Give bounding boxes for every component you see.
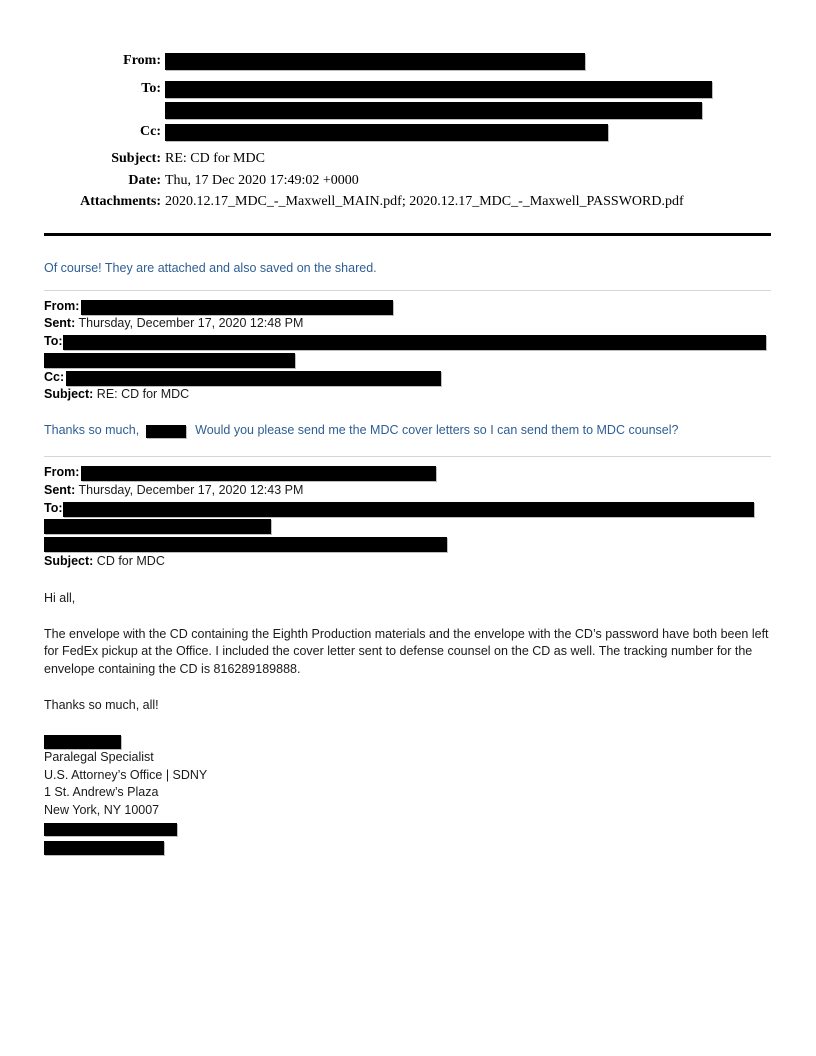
quoted2-from-label: From:: [44, 465, 80, 480]
redaction-bar-to-line2: [165, 102, 702, 119]
quoted2-to-label: To:: [44, 500, 63, 515]
redaction-bar: [63, 502, 754, 517]
header-row-from: [44, 52, 771, 76]
header-row-attachments: [44, 193, 771, 211]
quoted2-subject-row: [44, 553, 771, 571]
cc-value: [165, 123, 608, 147]
header-row-to: [44, 80, 771, 119]
to-value: [165, 80, 712, 119]
from-label: From:: [123, 53, 161, 68]
redaction-bar: [81, 300, 393, 315]
thread-divider-2: [44, 456, 771, 457]
quoted1-message: [44, 422, 771, 440]
signature-title: Paralegal Specialist: [44, 749, 154, 764]
email-header: [44, 52, 771, 236]
quoted2-to-continuation-row: [44, 517, 771, 535]
header-row-subject: [44, 150, 771, 168]
quoted-email-2-header: [44, 464, 771, 571]
quoted2-to-row: [44, 500, 771, 518]
date-label: Date:: [128, 172, 161, 188]
subject-label: Subject:: [111, 151, 161, 166]
quoted2-from-row: [44, 464, 771, 482]
quoted1-cc-row: [44, 369, 771, 387]
redaction-bar-to-line1: [165, 81, 712, 98]
signature-address-line1: 1 St. Andrew’s Plaza: [44, 785, 159, 800]
subject-value: RE: CD for MDC: [165, 151, 265, 166]
header-row-cc: [44, 123, 771, 147]
attachments-value: 2020.12.17_MDC_-_Maxwell_MAIN.pdf; 2020.12.17_MDC_-_Maxwell_PASSWORD.pdf: [165, 194, 684, 209]
redaction-bar: [44, 519, 271, 534]
redaction-bar: [63, 335, 766, 350]
redaction-bar-from: [165, 53, 585, 70]
quoted2-sent-value: Thursday, December 17, 2020 12:43 PM: [78, 482, 304, 497]
quoted1-to-row: [44, 333, 771, 351]
quoted1-from-row: [44, 298, 771, 316]
quoted1-message-after: Would you please send me the MDC cover letters so I can send them to MDC counsel?: [195, 423, 679, 438]
date-value: Thu, 17 Dec 2020 17:49:02 +0000: [165, 172, 359, 188]
header-rule: [44, 233, 771, 236]
redaction-bar-inline: [146, 425, 186, 438]
quoted1-to-continuation-row: [44, 351, 771, 369]
quoted1-sent-value: Thursday, December 17, 2020 12:48 PM: [78, 316, 304, 331]
redaction-bar-cc: [165, 124, 608, 141]
reply-message: Of course! They are attached and also saved on the shared.: [44, 260, 377, 275]
quoted2-body-paragraph: The envelope with the CD containing the Eighth Production materials and the envelope with the CD’s password have both been left for FedEx pickup at the Office. I included the cover letter sent to defense counsel on the CD as well. The tracking number for the envelope containing the CD is 816289189888.: [44, 626, 769, 677]
quoted1-from-label: From:: [44, 298, 80, 313]
quoted-email-1-header: [44, 298, 771, 405]
quoted2-redacted-row: [44, 535, 771, 553]
quoted1-sent-label: Sent:: [44, 316, 76, 331]
quoted1-sent-row: [44, 315, 771, 333]
quoted2-subject-label: Subject:: [44, 554, 94, 569]
header-row-date: [44, 172, 771, 190]
quoted2-subject-value: CD for MDC: [96, 554, 165, 569]
redaction-bar-signature-contact1: [44, 823, 177, 836]
cc-label: Cc:: [140, 123, 161, 139]
quoted2-sent-label: Sent:: [44, 482, 76, 497]
quoted1-subject-value: RE: CD for MDC: [96, 387, 190, 402]
signature-office: U.S. Attorney’s Office | SDNY: [44, 767, 208, 782]
redaction-bar: [44, 353, 295, 368]
page-content: [44, 0, 771, 855]
signature-block: [44, 735, 771, 855]
signature-address-line2: New York, NY 10007: [44, 803, 160, 818]
quoted1-cc-label: Cc:: [44, 369, 65, 384]
from-value: [165, 52, 585, 76]
attachments-label: Attachments:: [80, 194, 161, 209]
quoted1-subject-row: [44, 386, 771, 404]
to-label: To:: [141, 80, 161, 96]
quoted2-greeting: Hi all,: [44, 590, 76, 605]
redaction-bar-signature-contact2: [44, 841, 164, 855]
redaction-bar: [81, 466, 436, 481]
quoted1-message-before: Thanks so much,: [44, 423, 140, 438]
redaction-bar: [44, 537, 447, 552]
quoted1-to-label: To:: [44, 334, 63, 349]
quoted1-subject-label: Subject:: [44, 387, 94, 402]
quoted2-sent-row: [44, 482, 771, 500]
redaction-bar-signature-name: [44, 735, 121, 749]
redaction-bar: [66, 371, 441, 386]
quoted2-closing: Thanks so much, all!: [44, 698, 159, 713]
thread-divider-1: [44, 290, 771, 291]
